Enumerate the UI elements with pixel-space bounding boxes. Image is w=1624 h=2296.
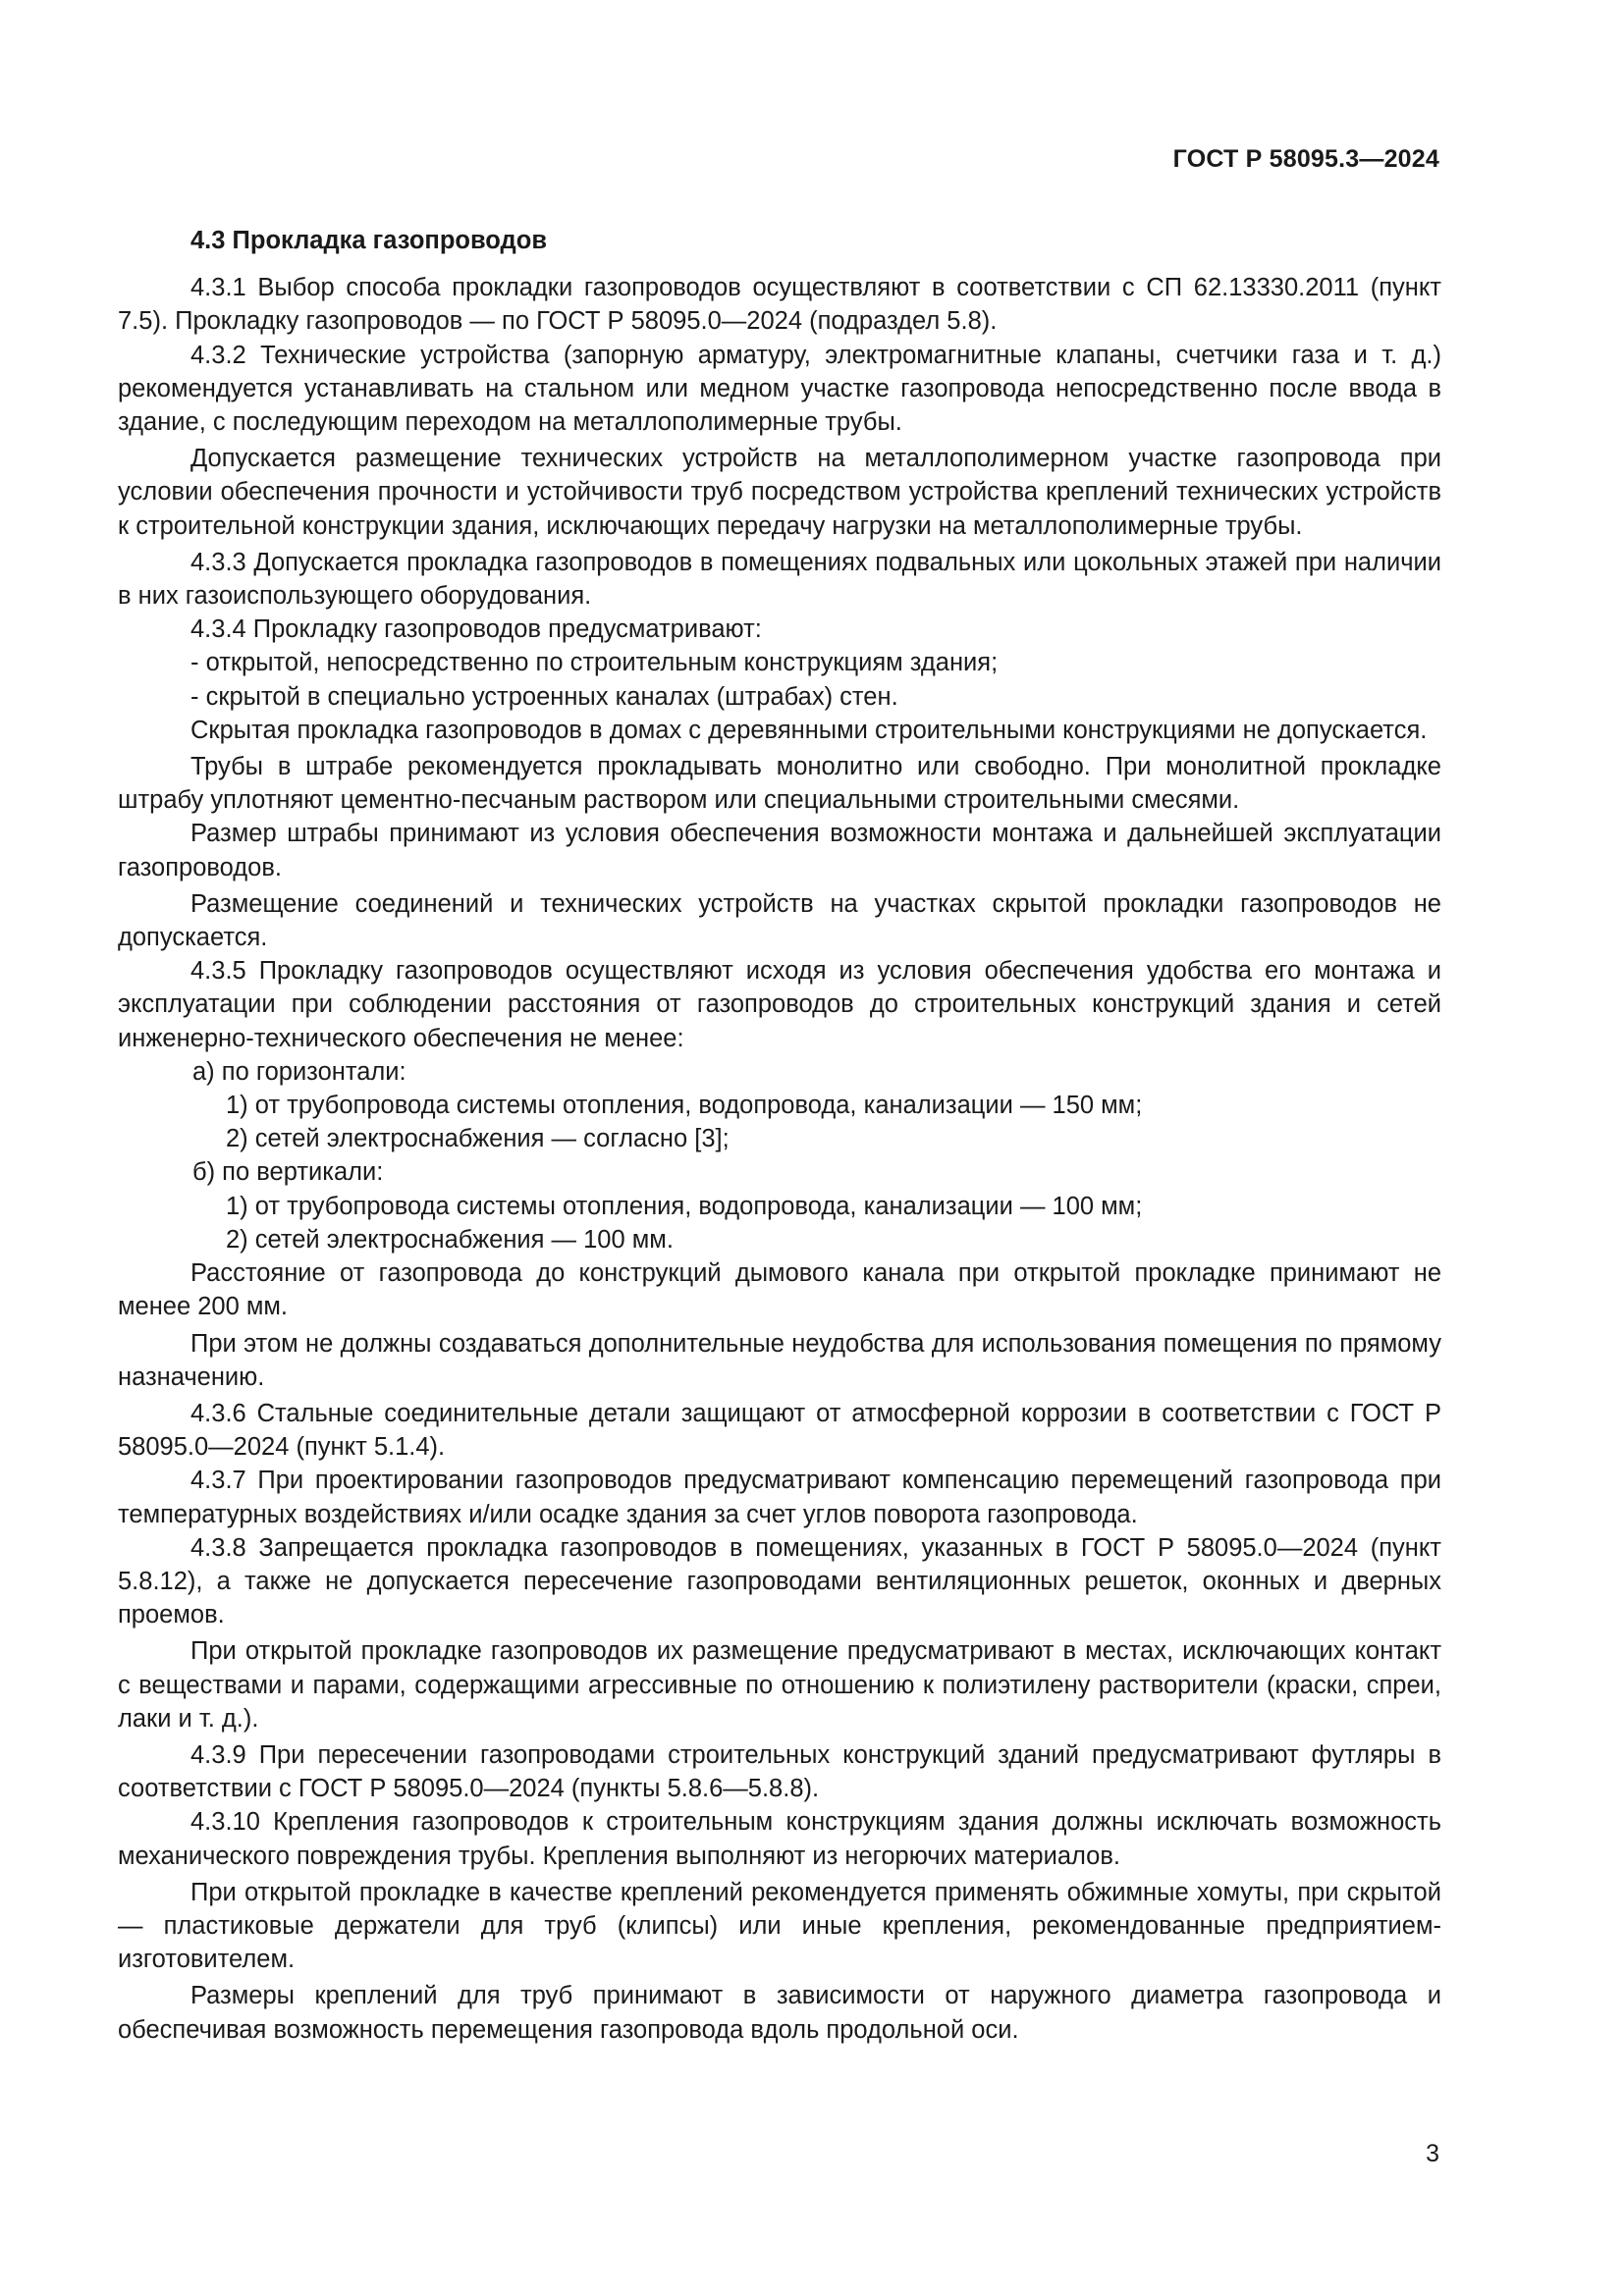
- list-item-open-laying: - открытой, непосредственно по строительным конструкциям здания;: [190, 649, 999, 677]
- page-number: 3: [1426, 2140, 1439, 2167]
- paragraph-4-3-1: 4.3.1 Выбор способа прокладки газопроводов осуществляют в соответствии с СП 62.13330.2011 (пункт 7.5). Прокладку газопроводов — по ГОСТ Р 58095.0—2024 (подраздел 5.8).: [118, 274, 1441, 336]
- paragraph-placement-allowed: Допускается размещение технических устройств на металлополимерном участке газопровода при условии обеспечения прочности и устойчивости труб посредством устройства креплений технических устройств к строительной конструкции здания, исключающих передачу нагрузки на металлополимерные трубы.: [118, 445, 1441, 540]
- paragraph-aggressive-substances: При открытой прокладке газопроводов их размещение предусматривают в местах, исключающих контакт с веществами и парами, содержащими агрессивные по отношению к полиэтилену растворители (краски, спреи, лаки и т. д.).: [118, 1637, 1441, 1733]
- paragraph-4-3-2: 4.3.2 Технические устройства (запорную арматуру, электромагнитные клапаны, счетчики газа и т. д.) рекомендуется устанавливать на стальном или медном участке газопровода непосредственно после ввода в здание, с последующим переходом на металлополимерные трубы.: [118, 341, 1441, 437]
- list-item-horizontal-power: 2) сетей электроснабжения — согласно [3];: [226, 1125, 730, 1153]
- list-item-vertical: б) по вертикали:: [192, 1158, 384, 1187]
- paragraph-4-3-7: 4.3.7 При проектировании газопроводов предусматривают компенсацию перемещений газопровода при температурных воздействиях и/или осадке здания за счет углов поворота газопровода.: [118, 1467, 1441, 1528]
- paragraph-4-3-8: 4.3.8 Запрещается прокладка газопроводов в помещениях, указанных в ГОСТ Р 58095.0—2024 (пункт 5.8.12), а также не допускается пересечение газопроводами вентиляционных решеток, оконных и дверных проемов.: [118, 1533, 1441, 1629]
- list-item-horizontal-heating: 1) от трубопровода системы отопления, водопровода, канализации — 150 мм;: [226, 1092, 1143, 1120]
- paragraph-4-3-6: 4.3.6 Стальные соединительные детали защищают от атмосферной коррозии в соответствии с ГОСТ Р 58095.0—2024 (пункт 5.1.4).: [118, 1399, 1441, 1462]
- paragraph-pipes-in-groove: Трубы в штрабе рекомендуется прокладывать монолитно или свободно. При монолитной прокладке штрабу уплотняют цементно-песчаным раствором или специальными строительными смесями.: [118, 753, 1441, 815]
- list-item-vertical-heating: 1) от трубопровода системы отопления, водопровода, канализации — 100 мм;: [226, 1192, 1143, 1220]
- paragraph-no-inconvenience: При этом не должны создаваться дополнительные неудобства для использования помещения по прямому назначению.: [118, 1329, 1441, 1391]
- paragraph-joints-not-allowed: Размещение соединений и технических устройств на участках скрытой прокладки газопроводов не допускается.: [118, 889, 1441, 952]
- paragraph-4-3-10: 4.3.10 Крепления газопроводов к строительным конструкциям здания должны исключать возможность механического повреждения трубы. Крепления выполняют из негорючих материалов.: [118, 1808, 1441, 1870]
- list-item-horizontal: а) по горизонтали:: [192, 1057, 406, 1086]
- document-code-header: ГОСТ Р 58095.3—2024: [1172, 145, 1439, 173]
- paragraph-4-3-3: 4.3.3 Допускается прокладка газопроводов в помещениях подвальных или цокольных этажей при наличии в них газоиспользующего оборудования.: [118, 548, 1441, 611]
- paragraph-groove-size: Размер штрабы принимают из условия обеспечения возможности монтажа и дальнейшей эксплуатации газопроводов.: [118, 820, 1441, 881]
- document-body: [118, 224, 1441, 2047]
- paragraph-4-3-5: 4.3.5 Прокладку газопроводов осуществляют исходя из условия обеспечения удобства его монтажа и эксплуатации при соблюдении расстояния от газопроводов до строительных конструкций здания и сетей инженерно-технического обеспечения не менее:: [118, 957, 1441, 1052]
- paragraph-chimney-distance: Расстояние от газопровода до конструкций дымового канала при открытой прокладке принимают не менее 200 мм.: [118, 1259, 1441, 1321]
- paragraph-fastening-types: При открытой прокладке в качестве креплений рекомендуется применять обжимные хомуты, при скрытой — пластиковые держатели для труб (клипсы) или иные крепления, рекомендованные предприятием-изготовителем.: [118, 1878, 1441, 1974]
- list-item-vertical-power: 2) сетей электроснабжения — 100 мм.: [226, 1225, 674, 1254]
- section-title: 4.3 Прокладка газопроводов: [190, 227, 547, 254]
- paragraph-wooden-houses: Скрытая прокладка газопроводов в домах с деревянными строительными конструкциями не допускается.: [190, 716, 1428, 744]
- paragraph-4-3-9: 4.3.9 При пересечении газопроводами строительных конструкций зданий предусматривают футляры в соответствии с ГОСТ Р 58095.0—2024 (пункты 5.8.6—5.8.8).: [118, 1740, 1441, 1803]
- paragraph-fastening-sizes: Размеры креплений для труб принимают в зависимости от наружного диаметра газопровода и обеспечивая возможность перемещения газопровода вдоль продольной оси.: [118, 1982, 1441, 2044]
- paragraph-4-3-4: 4.3.4 Прокладку газопроводов предусматривают:: [190, 615, 762, 644]
- list-item-hidden-laying: - скрытой в специально устроенных каналах (штрабах) стен.: [190, 682, 898, 711]
